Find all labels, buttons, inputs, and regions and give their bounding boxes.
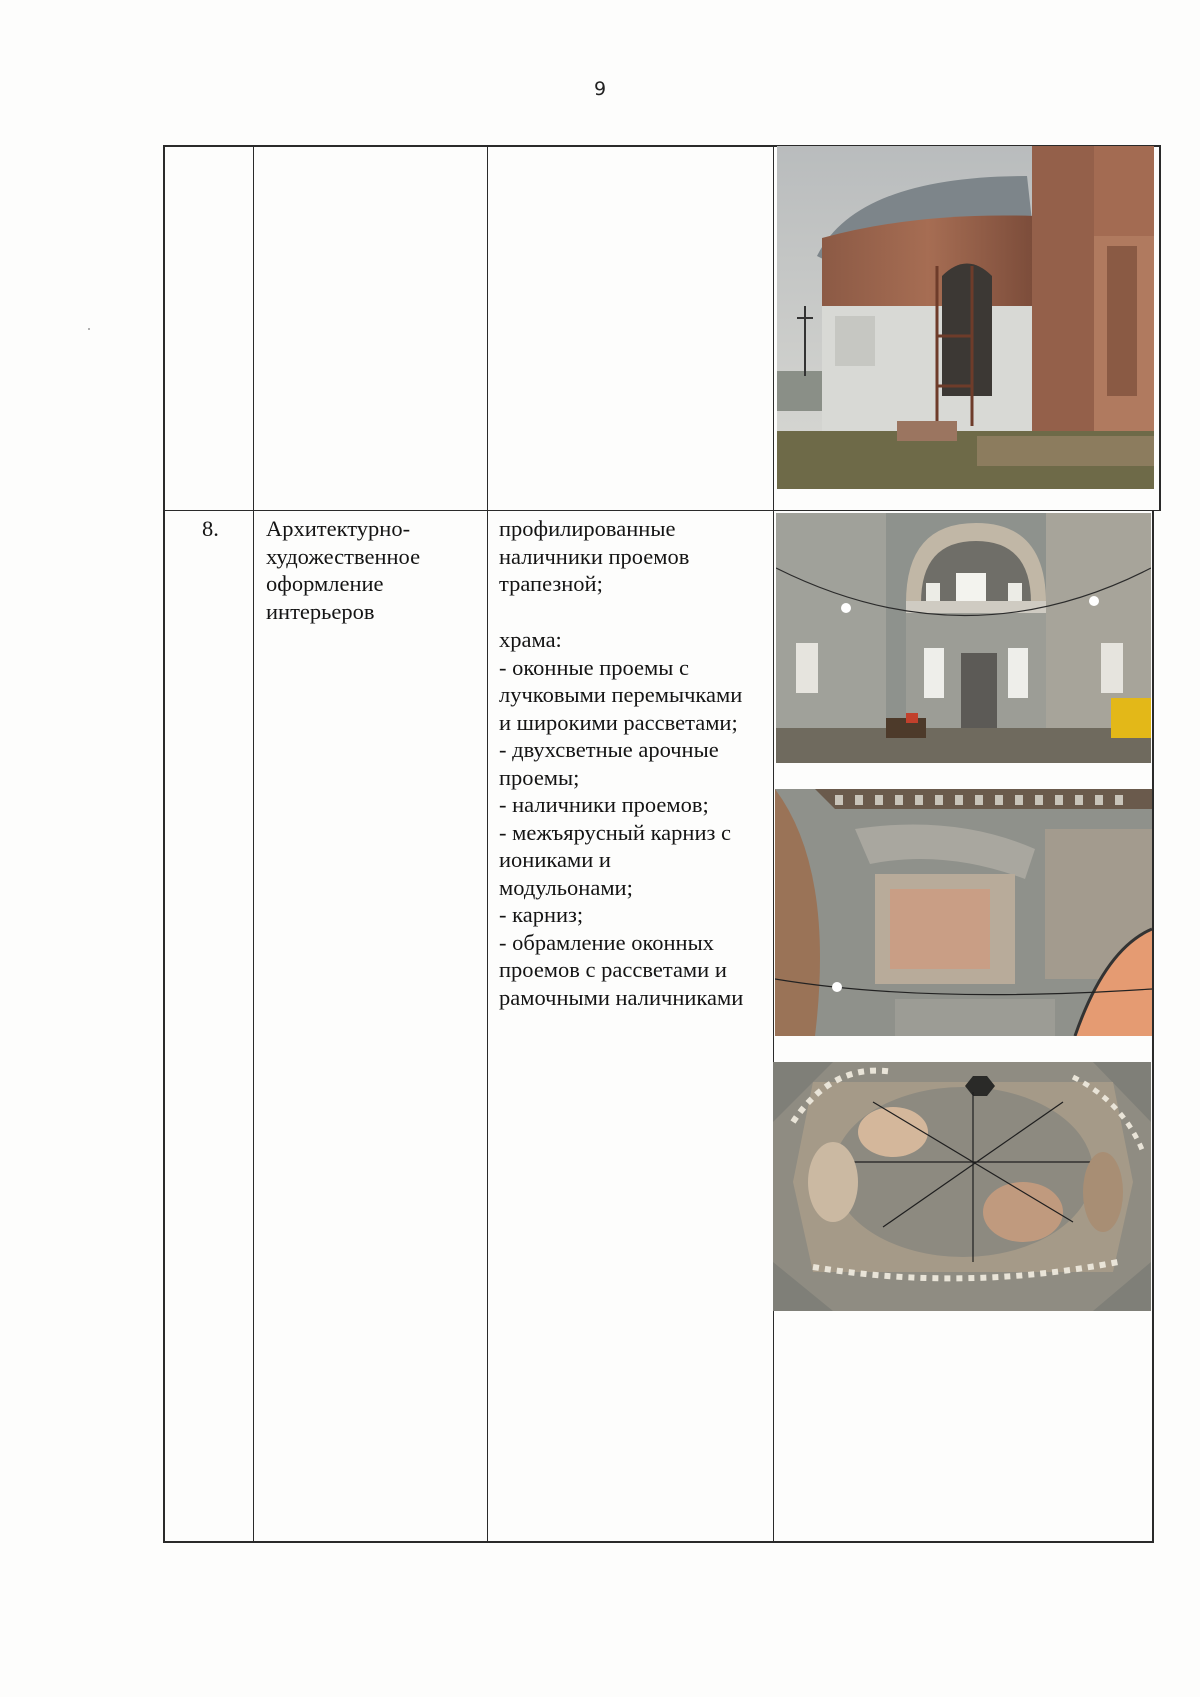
table-border-left xyxy=(163,145,165,1543)
dome-ceiling-photo xyxy=(773,1062,1151,1311)
row-8-element-name: Архитектурно- художественное оформление интерьеров xyxy=(266,516,421,624)
row-8-description-church: храма: - оконные проемы с лучковыми перемычками и широкими рассветами; - двухсветные арочные проемы; - наличники проемов; - межъярусный карниз с иониками и модульонами; - карниз; - обрамление оконных проемов с рассветами и рамочными наличниками xyxy=(499,627,744,1010)
row-8-description-refectory: профилированные наличники проемов трапезной; xyxy=(499,516,690,596)
table-border-bottom xyxy=(163,1541,1153,1543)
page-number: 9 xyxy=(593,78,607,100)
interior-cornice-photo xyxy=(775,789,1152,1036)
row-divider xyxy=(164,510,1160,511)
interior-two-tier-windows-photo xyxy=(776,513,1151,763)
row-8-number: 8. xyxy=(202,516,219,541)
table-border-right-upper xyxy=(1159,145,1161,511)
column-divider-2 xyxy=(487,145,488,1543)
column-divider-1 xyxy=(253,145,254,1543)
exterior-apse-photo xyxy=(777,146,1154,489)
table-border-right-lower xyxy=(1152,510,1154,1543)
